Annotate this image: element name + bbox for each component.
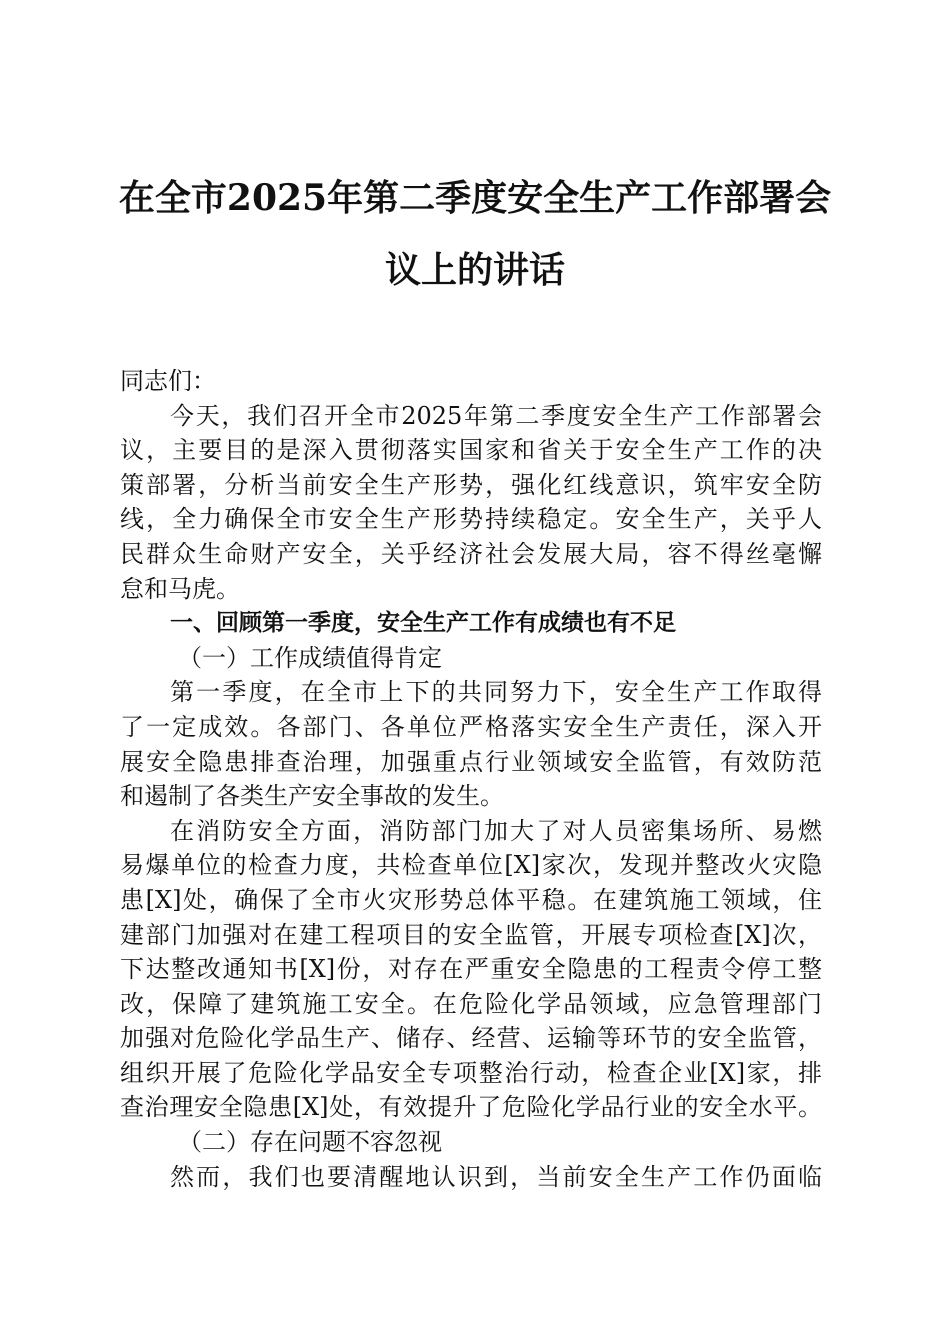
text-line: 和遏制了各类生产安全事故的发生。 [120, 782, 504, 811]
text-line: 策部署，分析当前安全生产形势，强化红线意识，筑牢安全防 [120, 470, 822, 499]
subsection-heading: （一）工作成绩值得肯定 [178, 643, 442, 672]
text-line: 了一定成效。各部门、各单位严格落实安全生产责任，深入开 [120, 712, 822, 741]
text-line: 下达整改通知书[X]份，对存在严重安全隐患的工程责令停工整 [120, 955, 822, 984]
document-body [120, 364, 822, 1194]
section-heading: 一、回顾第一季度，安全生产工作有成绩也有不足 [170, 610, 676, 637]
text-line: 展安全隐患排查治理，加强重点行业领域安全监管，有效防范 [120, 747, 822, 776]
text-line: 线，全力确保全市安全生产形势持续稳定。安全生产，关乎人 [120, 505, 822, 534]
text-line: 组织开展了危险化学品安全专项整治行动，检查企业[X]家，排 [120, 1058, 822, 1087]
text-line: 民群众生命财产安全，关乎经济社会发展大局，容不得丝毫懈 [120, 539, 822, 568]
document-title-line-1: 在全市2025年第二季度安全生产工作部署会 [118, 177, 832, 219]
text-line: 易爆单位的检查力度，共检查单位[X]家次，发现并整改火灾隐 [120, 851, 822, 880]
text-line: 建部门加强对在建工程项目的安全监管，开展专项检查[X]次， [120, 920, 822, 949]
document-title-line-2: 议上的讲话 [384, 249, 565, 291]
text-line: 然而，我们也要清醒地认识到，当前安全生产工作仍面临 [170, 1162, 822, 1191]
text-line: 今天，我们召开全市2025年第二季度安全生产工作部署会 [170, 401, 822, 430]
text-line: 议，主要目的是深入贯彻落实国家和省关于安全生产工作的决 [120, 436, 822, 465]
text-line: 加强对危险化学品生产、储存、经营、运输等环节的安全监管， [120, 1024, 822, 1053]
subsection-heading: （二）存在问题不容忽视 [178, 1128, 442, 1157]
text-line: 怠和马虎。 [120, 574, 240, 603]
text-line: 改，保障了建筑施工安全。在危险化学品领域，应急管理部门 [120, 989, 822, 1018]
text-line: 同志们： [120, 367, 216, 395]
text-line: 查治理安全隐患[X]处，有效提升了危险化学品行业的安全水平。 [120, 1093, 822, 1122]
text-line: 在消防安全方面，消防部门加大了对人员密集场所、易燃 [170, 816, 822, 845]
text-line: 第一季度，在全市上下的共同努力下，安全生产工作取得 [170, 678, 822, 707]
text-line: 患[X]处，确保了全市火灾形势总体平稳。在建筑施工领域，住 [120, 885, 822, 914]
